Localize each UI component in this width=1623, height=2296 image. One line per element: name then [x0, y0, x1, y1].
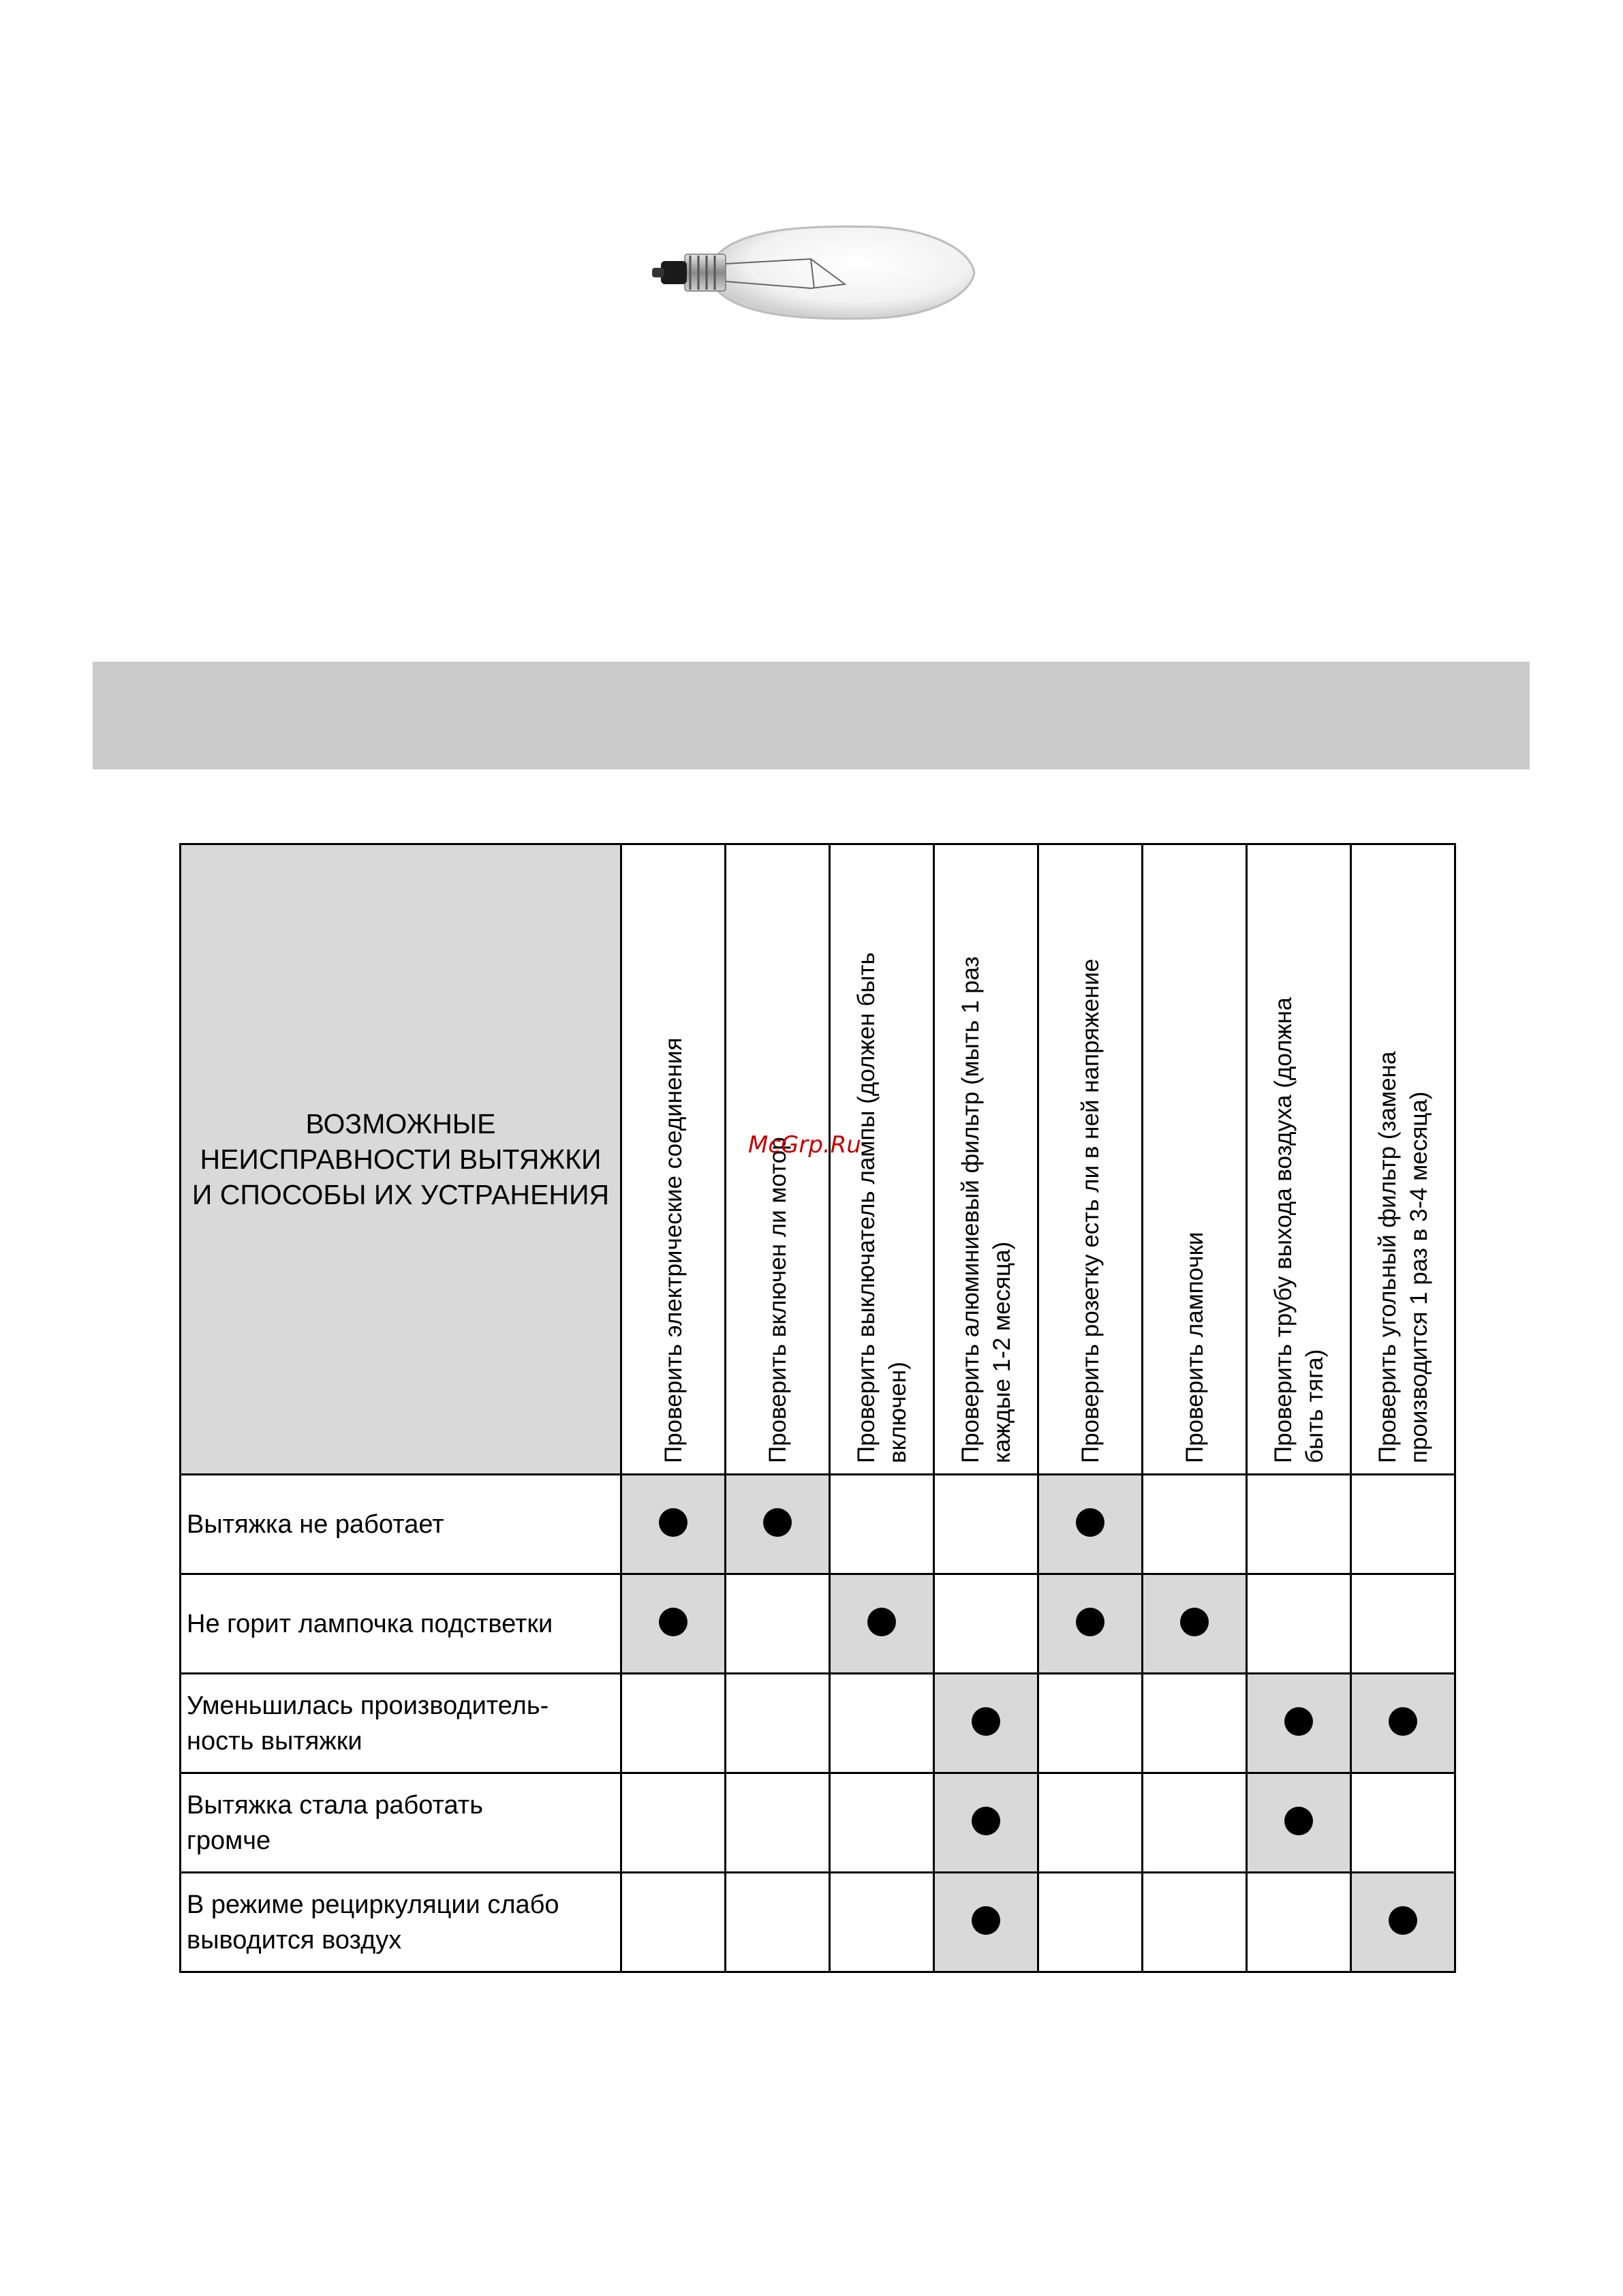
mark-cell: [1351, 1574, 1455, 1674]
watermark: McGrp.Ru: [748, 1131, 861, 1159]
column-header-line: Проверить розетку есть ли в ней напряжение: [1077, 958, 1104, 1463]
mark-cell: [1247, 1674, 1351, 1773]
table-row: [181, 1475, 1455, 1574]
corner-header-line: И СПОСОБЫ ИХ УСТРАНЕНИЯ: [191, 1179, 610, 1210]
column-header: [1351, 844, 1455, 1475]
mark-cell: [1247, 1873, 1351, 1972]
mark-cell: [1038, 1574, 1143, 1674]
column-header-text: [1143, 850, 1246, 1467]
mark-cell: [1351, 1873, 1455, 1972]
light-bulb-illustration: [651, 221, 978, 324]
mark-cell: [1038, 1773, 1143, 1873]
mark-cell: [934, 1475, 1038, 1574]
row-label-line: Уменьшилась производитель-: [187, 1691, 549, 1720]
column-header: [1038, 844, 1143, 1475]
mark-cell: [726, 1574, 830, 1674]
column-header-line: Проверить угольный фильтр (замена: [1374, 1051, 1401, 1463]
row-label: [181, 1475, 621, 1574]
mark-cell: [830, 1773, 934, 1873]
column-header-text: [1039, 850, 1141, 1467]
check-dot-icon: [1389, 1906, 1417, 1935]
mark-cell: [1038, 1873, 1143, 1972]
mark-cell: [1247, 1574, 1351, 1674]
check-dot-icon: [972, 1707, 1000, 1736]
check-dot-icon: [659, 1608, 687, 1636]
mark-cell: [1351, 1475, 1455, 1574]
mark-cell: [726, 1475, 830, 1574]
column-header-text: [622, 850, 724, 1467]
column-header-line: Проверить трубу выхода воздуха (должна: [1270, 997, 1297, 1463]
column-header: [621, 844, 726, 1475]
mark-cell: [621, 1674, 726, 1773]
column-header: [830, 844, 934, 1475]
mark-cell: [934, 1574, 1038, 1674]
table-row: [181, 1674, 1455, 1773]
section-header-band: [93, 662, 1530, 769]
row-label: [181, 1674, 621, 1773]
row-label: [181, 1873, 621, 1972]
check-dot-icon: [972, 1807, 1000, 1835]
row-label: [181, 1773, 621, 1873]
mark-cell: [934, 1773, 1038, 1873]
mark-cell: [1038, 1674, 1143, 1773]
column-header-line: включен): [884, 1362, 911, 1463]
table-header-row: [181, 844, 1455, 1475]
corner-header-line: НЕИСПРАВНОСТИ ВЫТЯЖКИ: [200, 1144, 602, 1175]
column-header-text: [1248, 850, 1350, 1467]
table-row: [181, 1773, 1455, 1873]
check-dot-icon: [1076, 1508, 1104, 1537]
row-label-line: громче: [187, 1826, 271, 1855]
check-dot-icon: [763, 1508, 792, 1537]
mark-cell: [726, 1773, 830, 1873]
column-header-line: производится 1 раз в 3-4 месяца): [1406, 1091, 1432, 1463]
row-label-line: Не горит лампочка подстветки: [187, 1609, 553, 1638]
mark-cell: [830, 1574, 934, 1674]
mark-cell: [1143, 1475, 1247, 1574]
check-dot-icon: [867, 1608, 896, 1636]
table-row: [181, 1873, 1455, 1972]
check-dot-icon: [1076, 1608, 1104, 1636]
mark-cell: [830, 1674, 934, 1773]
corner-header-line: ВОЗМОЖНЫЕ: [305, 1108, 496, 1139]
column-header-line: Проверить включен ли мотор: [764, 1137, 791, 1463]
column-header: [934, 844, 1038, 1475]
mark-cell: [1143, 1773, 1247, 1873]
column-header-text: [1352, 850, 1454, 1467]
row-label-line: выводится воздух: [187, 1925, 402, 1955]
row-label: [181, 1574, 621, 1674]
mark-cell: [621, 1574, 726, 1674]
column-header: [726, 844, 830, 1475]
row-label-line: ность вытяжки: [187, 1726, 362, 1756]
mark-cell: [830, 1873, 934, 1972]
mark-cell: [934, 1873, 1038, 1972]
check-dot-icon: [659, 1508, 687, 1537]
mark-cell: [1247, 1773, 1351, 1873]
mark-cell: [726, 1873, 830, 1972]
mark-cell: [1143, 1674, 1247, 1773]
mark-cell: [934, 1674, 1038, 1773]
check-dot-icon: [1389, 1707, 1417, 1736]
mark-cell: [621, 1773, 726, 1873]
troubleshooting-table: [179, 843, 1456, 1973]
check-dot-icon: [1180, 1608, 1209, 1636]
mark-cell: [1351, 1773, 1455, 1873]
mark-cell: [621, 1475, 726, 1574]
mark-cell: [621, 1873, 726, 1972]
row-label-line: Вытяжка не работает: [187, 1510, 444, 1539]
mark-cell: [830, 1475, 934, 1574]
column-header-line: Проверить выключатель лампы (должен быть: [853, 952, 880, 1463]
column-header-line: Проверить алюминиевый фильтр (мыть 1 раз: [957, 956, 984, 1463]
mark-cell: [1038, 1475, 1143, 1574]
column-header-line: Проверить лампочки: [1181, 1231, 1208, 1463]
mark-cell: [1247, 1475, 1351, 1574]
mark-cell: [1143, 1574, 1247, 1674]
column-header: [1143, 844, 1247, 1475]
mark-cell: [1143, 1873, 1247, 1972]
column-header: [1247, 844, 1351, 1475]
table-row: [181, 1574, 1455, 1674]
column-header-line: каждые 1-2 месяца): [989, 1241, 1015, 1463]
check-dot-icon: [1284, 1707, 1313, 1736]
check-dot-icon: [972, 1906, 1000, 1935]
column-header-line: Проверить электрические соединения: [660, 1037, 687, 1463]
column-header-text: [935, 850, 1037, 1467]
row-label-line: Вытяжка стала работать: [187, 1790, 483, 1820]
column-header-line: быть тяга): [1301, 1349, 1328, 1463]
row-label-line: В режиме рециркуляции слабо: [187, 1890, 559, 1919]
mark-cell: [726, 1674, 830, 1773]
mark-cell: [1351, 1674, 1455, 1773]
check-dot-icon: [1284, 1807, 1313, 1835]
table-corner-header: [181, 844, 621, 1475]
